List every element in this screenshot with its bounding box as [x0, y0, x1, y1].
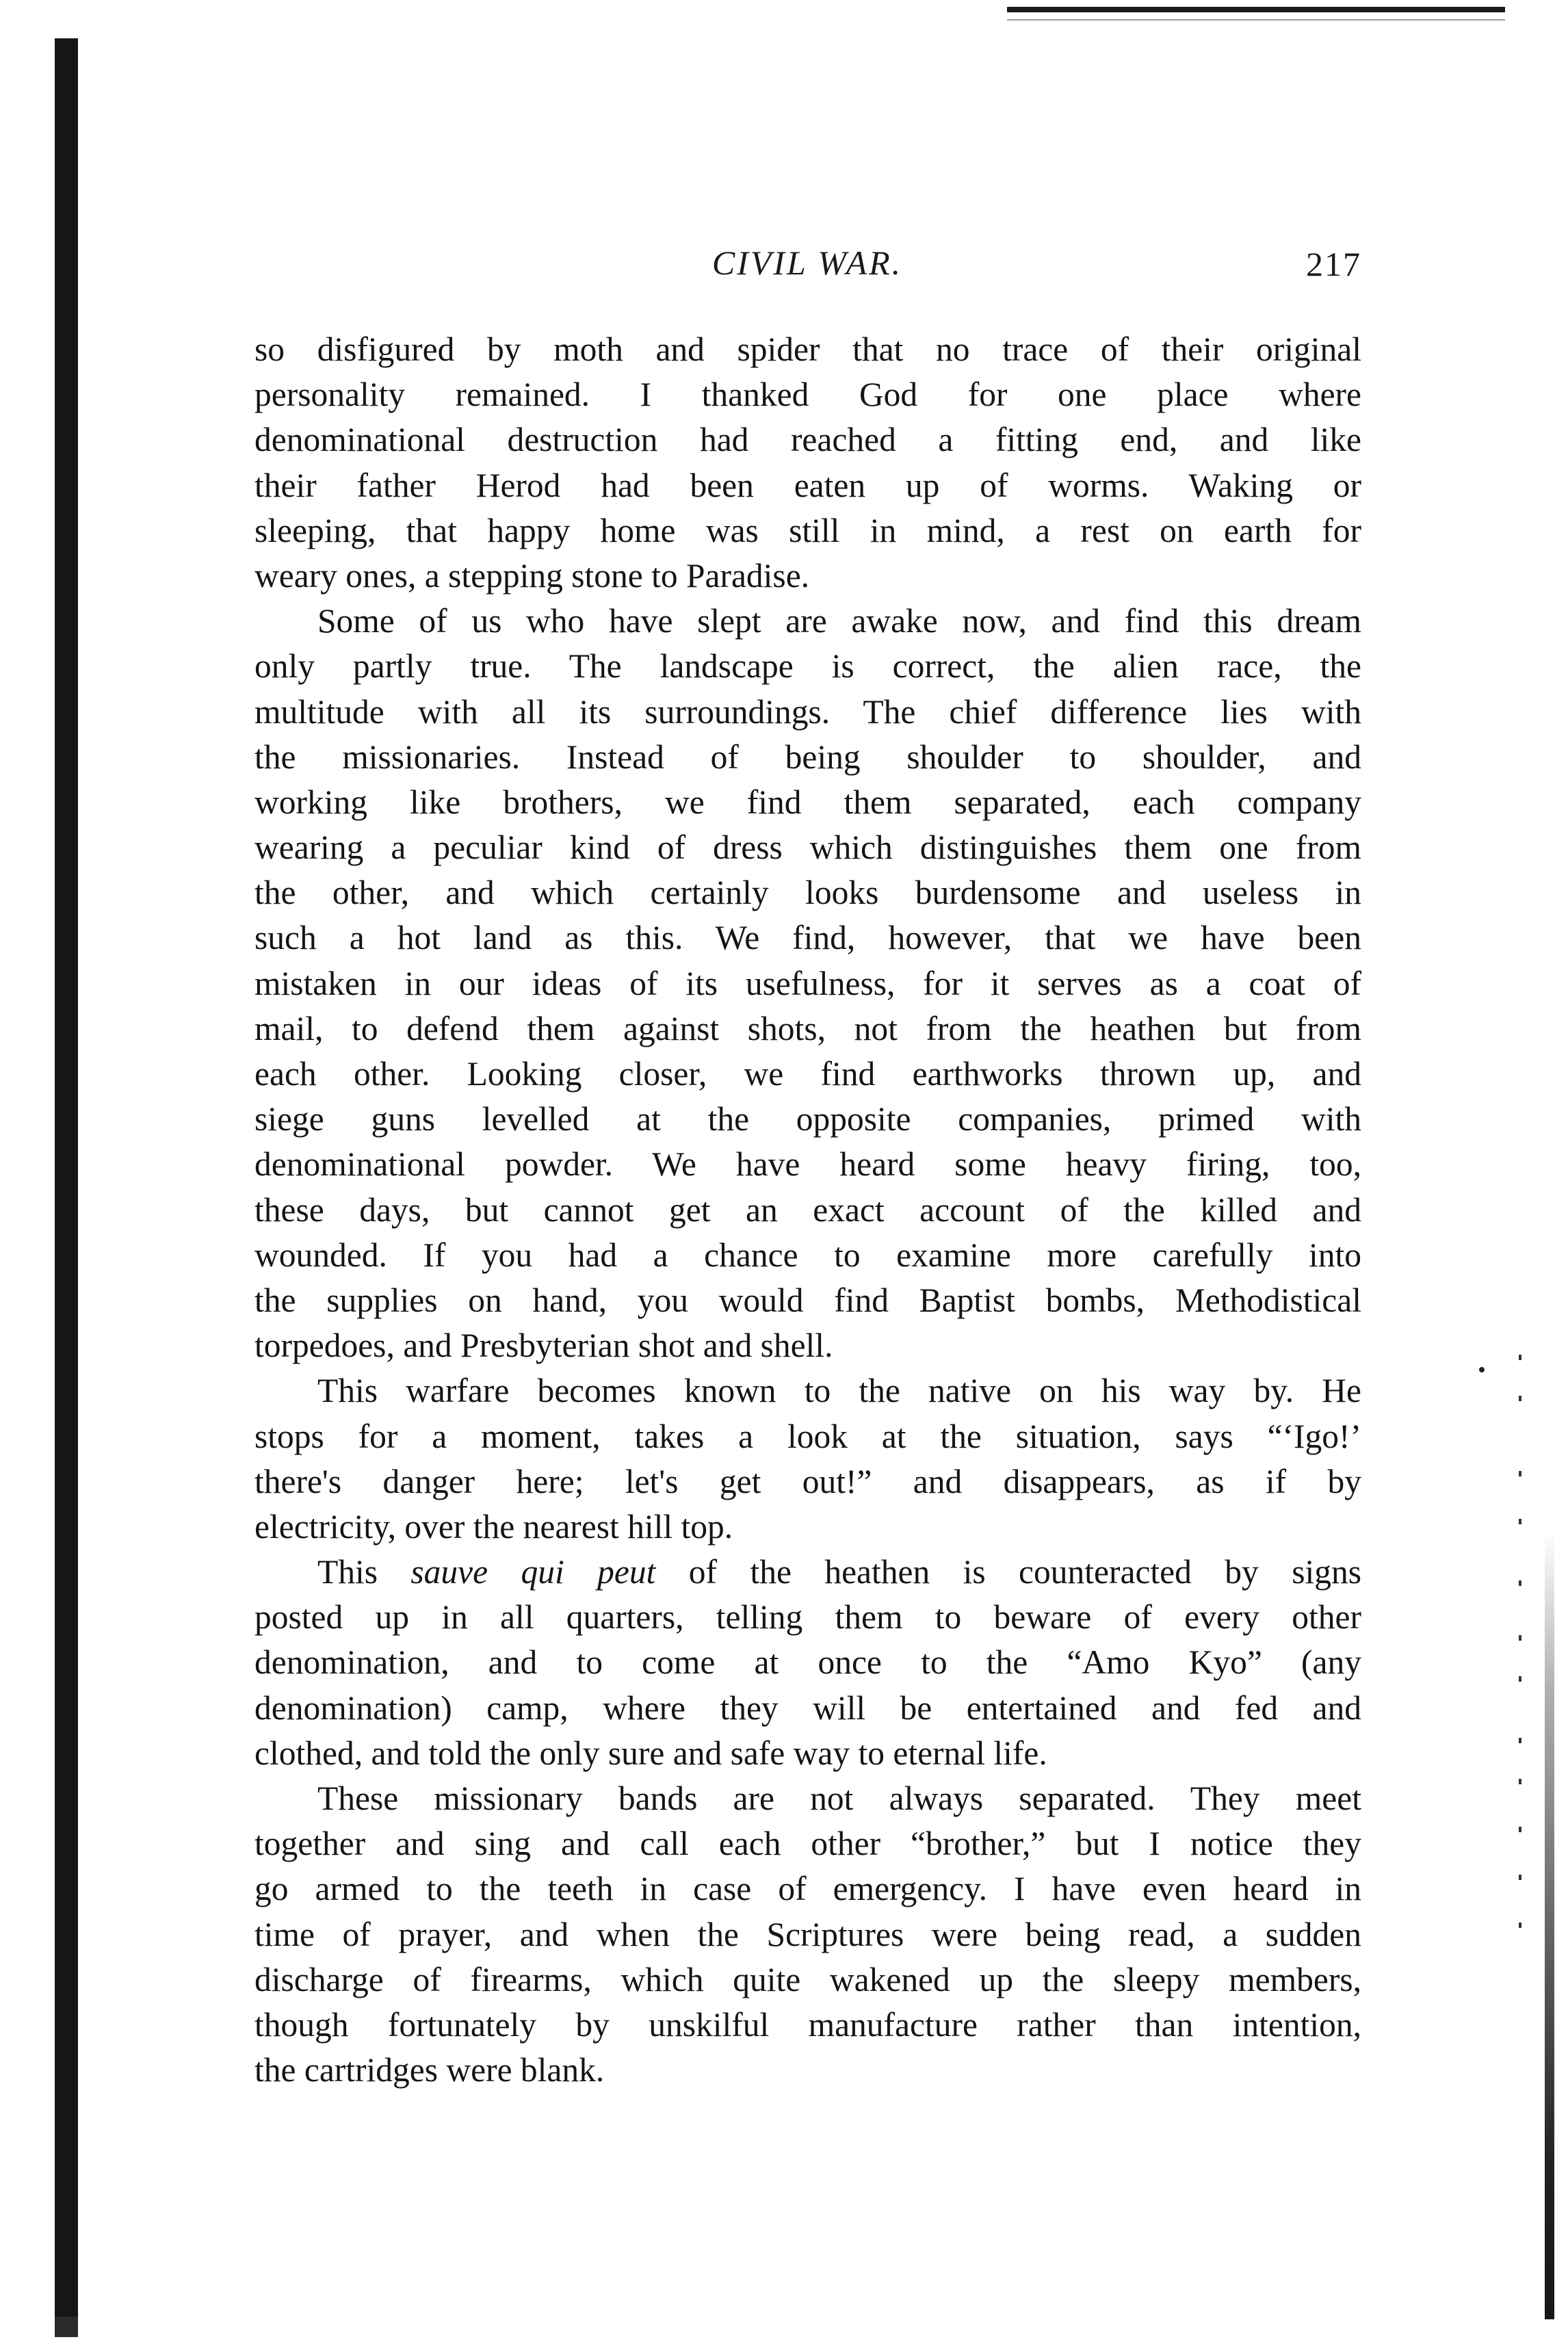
- text-run: This: [317, 1553, 411, 1591]
- paragraph: [254, 327, 1361, 599]
- text-line: clothed, and told the only sure and safe way to eternal life.: [254, 1734, 1047, 1772]
- text-line: [254, 1550, 1361, 1595]
- text-line: electricity, over the nearest hill top.: [254, 1507, 733, 1546]
- scan-right-edge-shadow: [1545, 1533, 1554, 2319]
- text-line: each other. Looking closer, we find earthworks thrown up, and: [254, 1055, 1361, 1093]
- paragraph: [254, 599, 1361, 1368]
- text-line: sleeping, that happy home was still in mind, a rest on earth for: [254, 511, 1361, 549]
- text-line: these days, but cannot get an exact account of the killed and: [254, 1190, 1361, 1229]
- chapter-title: CIVIL WAR.: [711, 244, 903, 282]
- scan-binding-edge: [55, 38, 78, 2317]
- text-line: the missionaries. Instead of being shoulder to shoulder, and: [254, 738, 1361, 776]
- text-line: stops for a moment, takes a look at the situation, says “‘Igo!’: [254, 1417, 1361, 1455]
- text-line: only partly true. The landscape is correct, the alien race, the: [254, 647, 1361, 686]
- italic-phrase: sauve qui peut: [410, 1553, 656, 1591]
- text-run: of the heathen is counteracted by signs: [655, 1553, 1361, 1591]
- text-line: mistaken in our ideas of its usefulness, for it serves as a coat of: [254, 964, 1361, 1002]
- scan-top-rule-shadow: [1007, 19, 1505, 21]
- text-line: the cartridges were blank.: [254, 2051, 605, 2089]
- text-line: mail, to defend them against shots, not from the heathen but from: [254, 1009, 1361, 1047]
- text-line: working like brothers, we find them separated, each company: [254, 783, 1361, 821]
- scan-right-speckles: [1519, 1355, 1527, 1970]
- text-line: though fortunately by unskilful manufacture rather than intention,: [254, 2005, 1361, 2044]
- text-line: denominational destruction had reached a fitting end, and like: [254, 421, 1361, 459]
- text-line: such a hot land as this. We find, however, that we have been: [254, 919, 1361, 957]
- text-line: time of prayer, and when the Scriptures were being read, a sudden: [254, 1915, 1361, 1953]
- text-line: personality remained. I thanked God for one place where: [254, 376, 1361, 414]
- text-line: their father Herod had been eaten up of worms. Waking or: [254, 466, 1361, 504]
- text-line: posted up in all quarters, telling them to beware of every other: [254, 1598, 1361, 1637]
- body-text: [254, 327, 1361, 2093]
- scan-top-rule: [1007, 7, 1505, 12]
- text-line: Some of us who have slept are awake now, and find this dream: [317, 602, 1361, 640]
- paragraph: [254, 1368, 1361, 1550]
- text-line: together and sing and call each other “brother,” but I notice they: [254, 1825, 1361, 1863]
- text-line: This warfare becomes known to the native on his way by. He: [317, 1372, 1361, 1410]
- text-line: the other, and which certainly looks burdensome and useless in: [254, 874, 1361, 912]
- page-number: 217: [1306, 245, 1361, 283]
- paragraph: [254, 1550, 1361, 1776]
- text-line: torpedoes, and Presbyterian shot and shell.: [254, 1327, 833, 1365]
- text-line: denomination) camp, where they will be entertained and fed and: [254, 1689, 1361, 1727]
- text-line: the supplies on hand, you would find Baptist bombs, Methodistical: [254, 1281, 1361, 1319]
- text-line: weary ones, a stepping stone to Paradise.: [254, 556, 810, 595]
- paragraph: [254, 1776, 1361, 2093]
- text-line: wounded. If you had a chance to examine more carefully into: [254, 1236, 1361, 1274]
- scan-stray-mark: [1479, 1367, 1485, 1372]
- text-line: so disfigured by moth and spider that no trace of their original: [254, 330, 1361, 368]
- text-line: discharge of firearms, which quite wakened up the sleepy members,: [254, 1960, 1361, 1998]
- text-line: there's danger here; let's get out!” and disappears, as if by: [254, 1462, 1361, 1500]
- text-line: denominational powder. We have heard some heavy firing, too,: [254, 1145, 1361, 1184]
- text-line: go armed to the teeth in case of emergency. I have even heard in: [254, 1870, 1361, 1908]
- text-line: denomination, and to come at once to the “Amo Kyo” (any: [254, 1643, 1361, 1682]
- text-line: siege guns levelled at the opposite companies, primed with: [254, 1100, 1361, 1138]
- text-line: multitude with all its surroundings. The chief difference lies with: [254, 692, 1361, 731]
- running-head: [253, 243, 1361, 291]
- scan-binding-foot: [55, 2317, 78, 2337]
- text-line: wearing a peculiar kind of dress which distinguishes them one from: [254, 829, 1361, 867]
- text-line: These missionary bands are not always separated. They meet: [317, 1780, 1361, 1817]
